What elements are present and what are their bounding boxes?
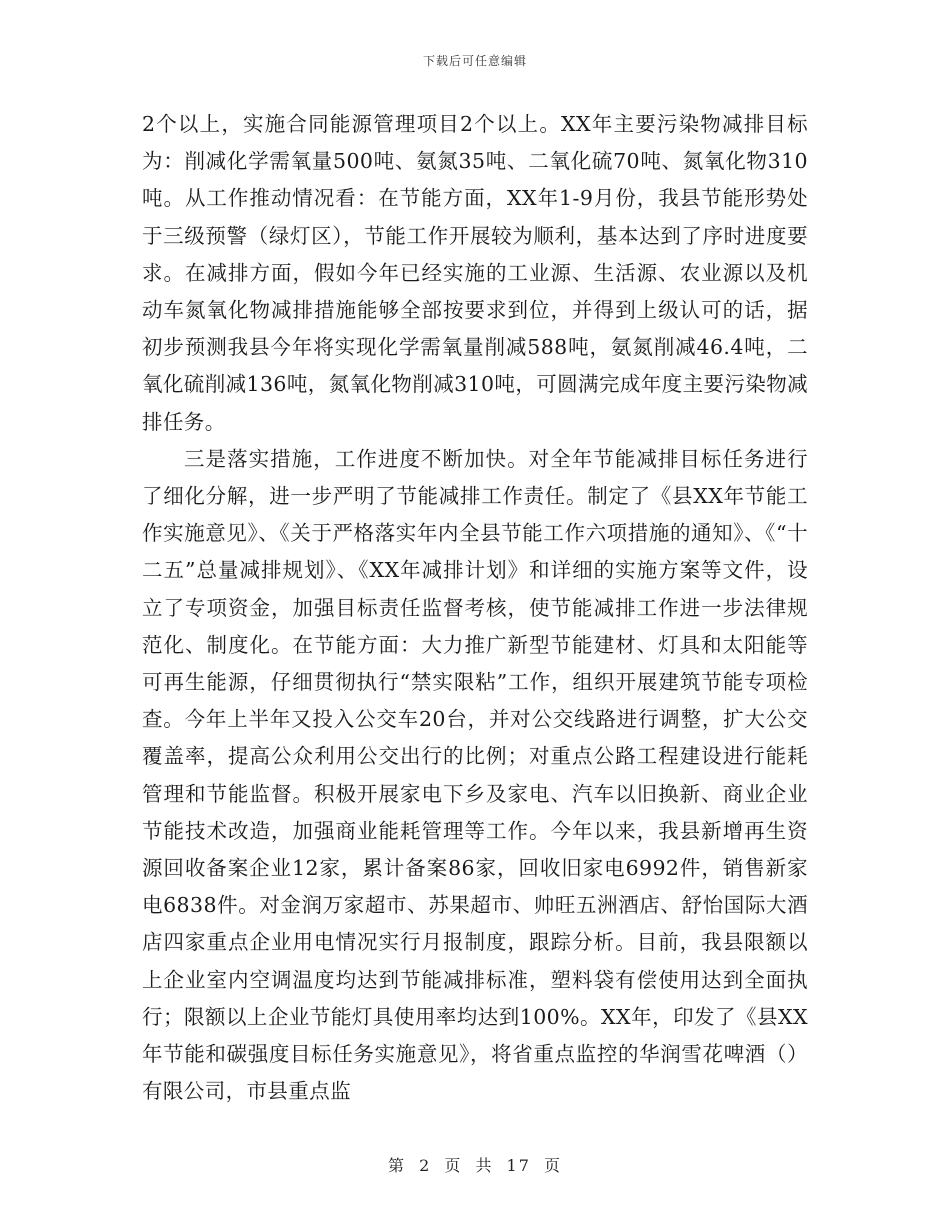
page-footer: 第 2 页 共 17 页 [388, 1156, 562, 1175]
paragraph-1: 2个以上，实施合同能源管理项目2个以上。XX年主要污染物减排目标为：削减化学需氧量500吨、氨氮35吨、二氧化硫70吨、氮氧化物310吨。从工作推动情况看：在节能方面，XX年1-9月份，我县节能形势处于三级预警（绿灯区），节能工作开展较为顺利，基本达到了序时进度要求。在减排方面，假如今年已经实施的工业源、生活源、农业源以及机动车氮氧化物减排措施能够全部按要求到位，并得到上级认可的话，据初步预测我县今年将实现化学需氧量削减588吨，氨氮削减46.4吨，二氧化硫削减136吨，氮氧化物削减310吨，可圆满完成年度主要污染物减排任务。 [142, 112, 808, 434]
paragraph-2: 三是落实措施，工作进度不断加快。对全年节能减排目标任务进行了细化分解，进一步严明了节能减排工作责任。制定了《县XX年节能工作实施意见》、《关于严格落实年内全县节能工作六项措施的通知》、《“十二五”总量减排规划》、《XX年减排计划》和详细的实施方案等文件，设立了专项资金，加强目标责任监督考核，使节能减排工作进一步法律规范化、制度化。在节能方面：大力推广新型节能建材、灯具和太阳能等可再生能源，仔细贯彻执行“禁实限粘”工作，组织开展建筑节能专项检查。今年上半年又投入公交车20台，并对公交线路进行调整，扩大公交覆盖率，提高公众利用公交出行的比例；对重点公路工程建设进行能耗管理和节能监督。积极开展家电下乡及家电、汽车以旧换新、商业企业节能技术改造，加强商业能耗管理等工作。今年以来，我县新增再生资源回收备案企业12家，累计备案86家，回收旧家电6992件，销售新家电6838件。对金润万家超市、苏果超市、帅旺五洲酒店、舒怡国际大酒店四家重点企业用电情况实行月报制度，跟踪分析。目前，我县限额以上企业室内空调温度均达到节能减排标准，塑料袋有偿使用达到全面执行；限额以上企业节能灯具使用率均达到100%。XX年，印发了《县XX年节能和碳强度目标任务实施意见》，将省重点监控的华润雪花啤酒（）有限公司，市县重点监 [142, 446, 808, 1104]
page-header: 下载后可任意编辑 [422, 54, 527, 68]
document-body [142, 106, 808, 1110]
